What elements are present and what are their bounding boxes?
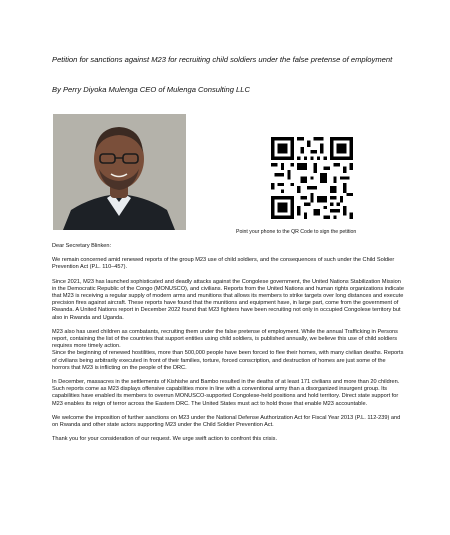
author-photo (53, 114, 186, 230)
qr-caption: Point your phone to the QR Code to sign the petition (236, 229, 357, 235)
closing-paragraph: Thank you for your consideration of our request. We urge swift action to confront this crisis. (52, 436, 277, 443)
paragraph: Since the beginning of renewed hostilities, more than 500,000 people have been forced to flee their homes, with many civilian deaths. Reports of civilians being arbitrarily executed in front of their families, torture, forced conscription, and destruction of homes are just some of the horrors that M23 is inflicting on the people of the DRC. (52, 350, 404, 371)
petition-title: Petition for sanctions against M23 for recruiting child soldiers under the false pretense of employment (52, 55, 393, 64)
paragraph: Since 2021, M23 has launched sophisticated and deadly attacks against the Congolese government, the United Nations Stabilization Mission in the Democratic Republic of the Congo (MONUSCO), and civilians. Reports from the United Nations and human rights organizations indicate that M23 is receiving a regular supply of modern arms and munitions that allows its members to strike targets over long distances and execute precision fires against aircraft. These reports have found that the munitions and equipment have, in large part, come from the government of Rwanda. A United Nations report in December 2022 found that M23 fighters have been recruiting not only in occupied Congolese territory but also in Rwanda and Uganda. (52, 278, 404, 321)
paragraph: We welcome the imposition of further sanctions on M23 under the National Defense Authorization Act for Fiscal Year 2013 (P.L. 112-239) and on Rwanda and other state actors supporting M23 under the Child Soldier Prevention Act. (52, 414, 401, 429)
salutation: Dear Secretary Blinken: (52, 243, 112, 249)
paragraph: In December, massacres in the settlements of Kishishe and Bambo resulted in the deaths of at least 171 civilians and more than 20 children. Such reports come as M23 displays offensive capabilities more in line with a conventional army than a disorganized insurgent group. Its capabilities have enabled its members to overrun MONUSCO-supported Congolese-held positions and hold territory. Direct state support for M23 enables its reign of terror across the Eastern DRC. The United States must act to hold those that enable M23 accountable. (52, 379, 400, 407)
paragraph: M23 also has used children as combatants, recruiting them under the false pretense of employment. While the annual Trafficking in Persons report, containing the list of the countries that support entities using child soldiers, is published annually, we believe this use of child soldiers requires more timely action. (52, 328, 398, 350)
letter-body (52, 243, 404, 450)
author-portrait-image (53, 114, 186, 230)
qr-code[interactable] (271, 137, 353, 219)
paragraph: We remain concerned amid renewed reports of the group M23 use of child soldiers, and the consequences of such under the Child Soldier Prevention Act (P.L. 110–457). (52, 257, 395, 271)
author-line: By Perry Diyoka Mulenga CEO of Mulenga Consulting LLC (52, 85, 250, 94)
